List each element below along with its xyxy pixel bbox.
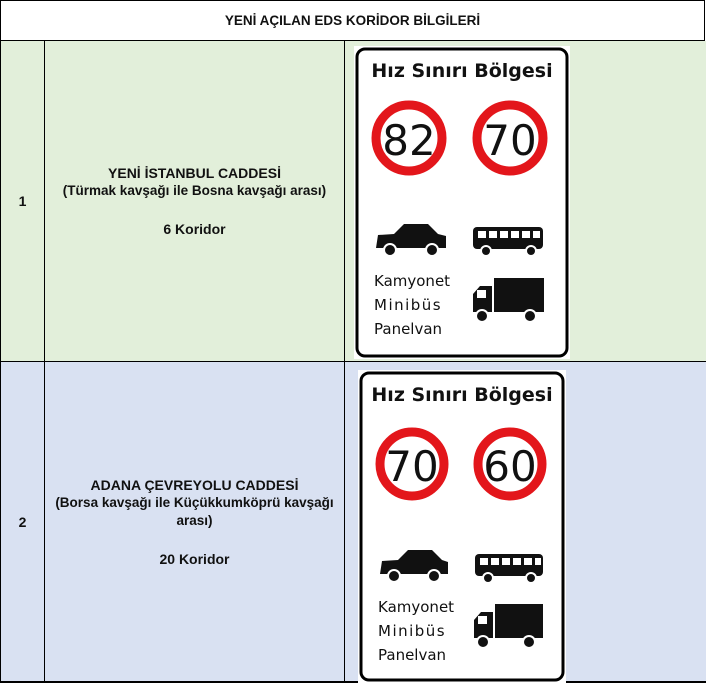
speed-limit-heavy bbox=[478, 432, 542, 496]
row-description bbox=[45, 41, 345, 361]
svg-text:Kamyonet: Kamyonet bbox=[374, 272, 451, 290]
speed-limit-heavy bbox=[477, 105, 543, 171]
sign-title: Hız Sınırı Bölgesi bbox=[371, 60, 553, 82]
corridor-count: 6 Koridor bbox=[163, 221, 226, 237]
row-number: 2 bbox=[1, 362, 45, 681]
street-range: (Borsa kavşağı ile Küçükkumköprü kavşağı arası) bbox=[55, 494, 334, 528]
street-name: ADANA ÇEVREYOLU CADDESİ bbox=[90, 476, 299, 493]
vehicle-list bbox=[374, 272, 450, 338]
speed-limit-car bbox=[376, 105, 442, 171]
speed-limit-sign bbox=[354, 46, 570, 359]
sign-cell bbox=[345, 41, 706, 361]
table-row bbox=[0, 362, 706, 683]
svg-text:60: 60 bbox=[483, 442, 537, 491]
speed-limit-car bbox=[380, 432, 444, 496]
svg-text:Minibüs: Minibüs bbox=[374, 296, 443, 314]
street-range: (Türmak kavşağı ile Bosna kavşağı arası) bbox=[62, 183, 327, 198]
sign-title: Hız Sınırı Bölgesi bbox=[371, 384, 553, 406]
sign-cell bbox=[345, 362, 706, 681]
svg-text:82: 82 bbox=[382, 116, 436, 165]
svg-text:Panelvan: Panelvan bbox=[378, 646, 447, 664]
corridor-count: 20 Koridor bbox=[159, 550, 230, 567]
row-number: 1 bbox=[1, 41, 45, 361]
table-header bbox=[0, 0, 705, 41]
svg-text:Minibüs: Minibüs bbox=[378, 622, 447, 640]
table-title: YENİ AÇILAN EDS KORİDOR BİLGİLERİ bbox=[224, 13, 481, 28]
row-description bbox=[45, 362, 345, 681]
vehicle-list bbox=[378, 598, 454, 664]
svg-text:Panelvan: Panelvan bbox=[374, 320, 443, 338]
svg-text:70: 70 bbox=[483, 116, 537, 165]
speed-limit-sign bbox=[358, 370, 566, 683]
street-name: YENİ İSTANBUL CADDESİ bbox=[108, 165, 281, 181]
svg-text:70: 70 bbox=[385, 442, 439, 491]
svg-text:Kamyonet: Kamyonet bbox=[378, 598, 455, 616]
table-row bbox=[0, 41, 706, 362]
